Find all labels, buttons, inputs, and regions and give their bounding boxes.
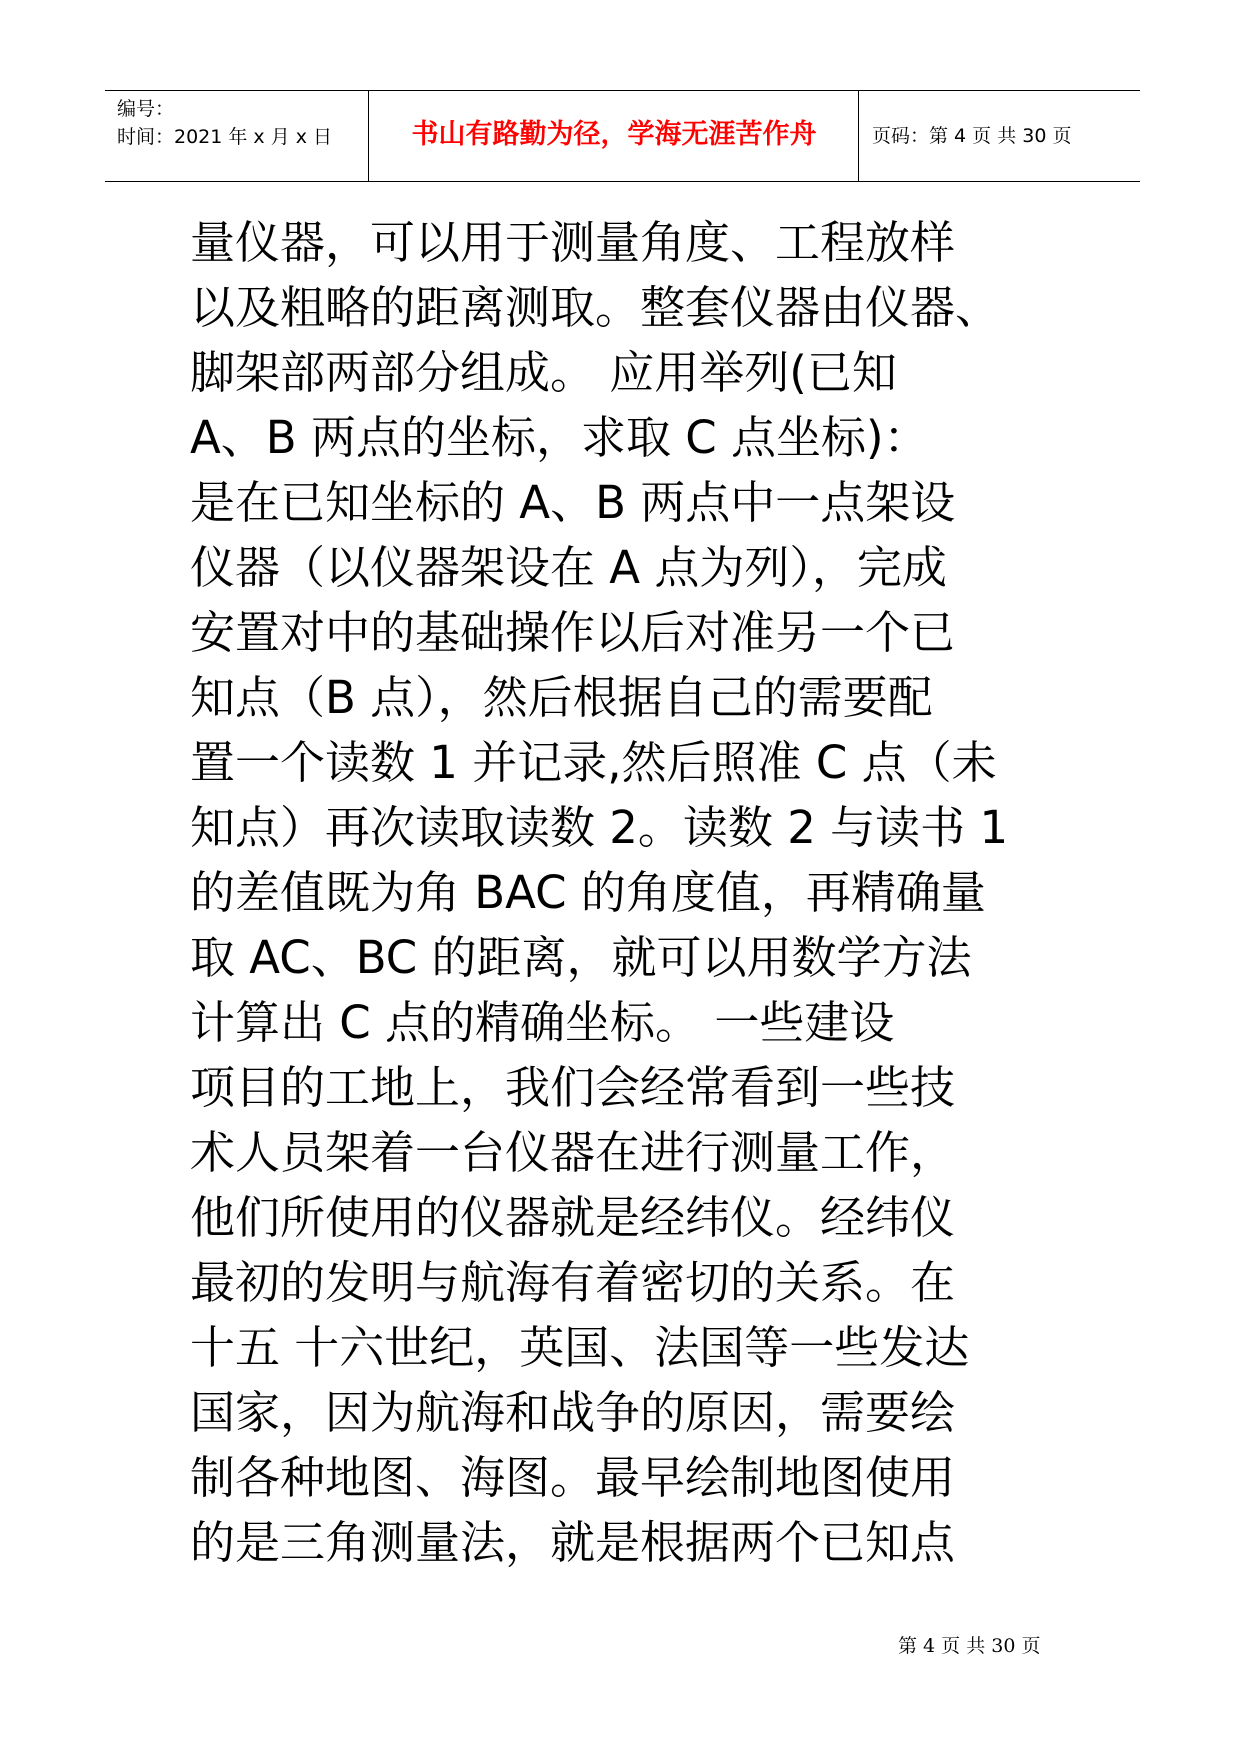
body-line: 项目的工地上，我们会经常看到一些技 [190, 1061, 956, 1114]
body-line: 最初的发明与航海有着密切的关系。在 [190, 1256, 956, 1309]
body-line: 他们所使用的仪器就是经纬仪。经纬仪 [190, 1191, 956, 1244]
body-line: 量仪器，可以用于测量角度、工程放样 [190, 216, 956, 269]
header-divider-left [368, 91, 369, 181]
body-line: 脚架部两部分组成。 应用举列(已知 [190, 346, 897, 399]
body-line: 十五 十六世纪，英国、法国等一些发达 [190, 1321, 970, 1374]
body-line: 置一个读数 1 并记录,然后照准 C 点（未 [190, 736, 997, 789]
body-line: 安置对中的基础操作以后对准另一个已 [190, 606, 956, 659]
body-line: 知点）再次读取读数 2。读数 2 与读书 1 [190, 801, 1009, 854]
document-time-label: 时间：2021 年 x 月 x 日 [117, 126, 333, 148]
body-line: A、B 两点的坐标，求取 C 点坐标)： [190, 411, 929, 464]
body-line: 以及粗略的距离测取。整套仪器由仪器、 [190, 281, 1001, 334]
header-divider-right [858, 91, 859, 181]
header-motto: 书山有路勤为径，学海无涯苦作舟 [411, 119, 817, 150]
header-page-number: 页码：第 4 页 共 30 页 [872, 125, 1072, 147]
body-line: 制各种地图、海图。最早绘制地图使用 [190, 1451, 956, 1504]
header-meta [117, 95, 332, 151]
body-line: 仪器（以仪器架设在 A 点为列），完成 [190, 541, 947, 594]
body-line: 术人员架着一台仪器在进行测量工作， [190, 1126, 956, 1179]
body-line: 知点（B 点），然后根据自己的需要配 [190, 671, 933, 724]
page-footer: 第 4 页 共 30 页 [898, 1635, 1041, 1657]
body-line: 取 AC、BC 的距离，就可以用数学方法 [190, 931, 972, 984]
document-body [190, 210, 1090, 1575]
body-line: 是在已知坐标的 A、B 两点中一点架设 [190, 476, 956, 529]
body-line: 的是三角测量法，就是根据两个已知点 [190, 1516, 956, 1569]
body-line: 计算出 C 点的精确坐标。 一些建设 [190, 996, 895, 1049]
body-line: 的差值既为角 BAC 的角度值，再精确量 [190, 866, 986, 919]
body-line: 国家，因为航海和战争的原因，需要绘 [190, 1386, 956, 1439]
document-number-label: 编号： [117, 98, 175, 120]
page-header [105, 90, 1140, 182]
